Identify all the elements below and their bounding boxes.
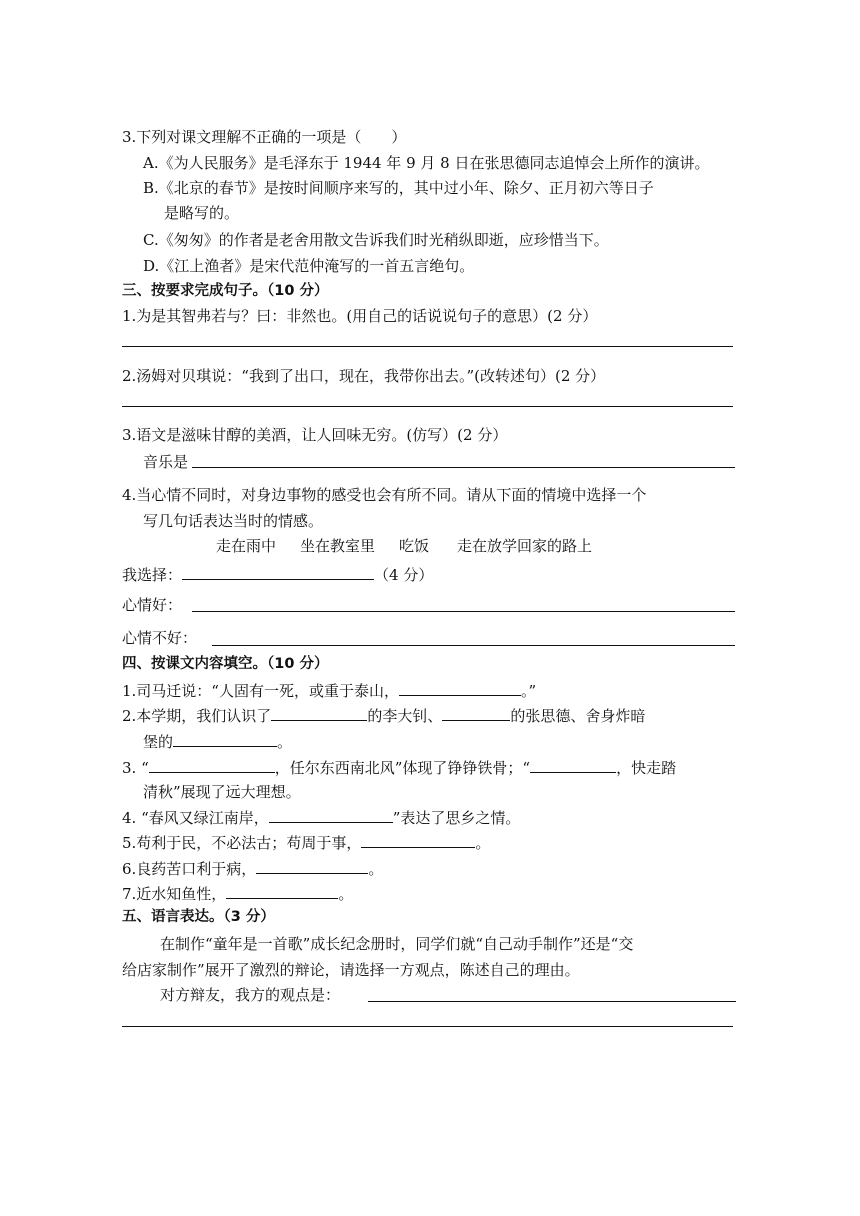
fill-2-blank-c[interactable]	[173, 730, 277, 747]
bad-mood-label: 心情不好：	[122, 629, 198, 647]
scenario-option: 坐在教室里	[300, 537, 376, 555]
fill-3-blank-a[interactable]	[149, 756, 275, 773]
scenario-options	[216, 536, 592, 556]
section-3-heading: 三、按要求完成句子。（10 分）	[122, 283, 329, 299]
fill-3-cont: 清秋”展现了远大理想。	[143, 783, 301, 801]
s3-item-2: 2.汤姆对贝琪说：“我到了出口，现在，我带你出去。”(改转述句）(2 分）	[122, 367, 606, 385]
choose-row	[122, 563, 433, 585]
scenario-option: 吃饭	[399, 537, 430, 555]
fill-2-cont: 堡的 。	[143, 730, 292, 752]
fill-1: 1.司马迁说：“人固有一死，或重于泰山， 。”	[122, 679, 536, 701]
reason-answer-line[interactable]	[122, 1026, 733, 1027]
fill-2-blank-b[interactable]	[442, 704, 510, 721]
fill-3-blank-b[interactable]	[530, 756, 616, 773]
viewpoint-answer-line[interactable]	[368, 1001, 736, 1002]
fill-4-blank[interactable]	[269, 806, 393, 823]
q3-option-b-cont: 是略写的。	[164, 204, 240, 222]
q3-option-d: D.《江上渔者》是宋代范仲淹写的一首五言绝句。	[143, 257, 475, 275]
section-5-heading: 五、语言表达。（3 分）	[122, 909, 275, 925]
s5-paragraph-1: 在制作“童年是一首歌”成长纪念册时，同学们就“自己动手制作”还是“交	[160, 935, 634, 953]
s3-item-4-cont: 写几句话表达当时的情感。	[143, 512, 324, 530]
scenario-option: 走在放学回家的路上	[457, 537, 593, 555]
section-4-heading: 四、按课文内容填空。（10 分）	[122, 656, 329, 672]
q3-option-a: A.《为人民服务》是毛泽东于 1944 年 9 月 8 日在张思德同志追悼会上所作的演讲。	[143, 154, 710, 172]
bad-mood-answer-line[interactable]	[212, 645, 735, 646]
q3-option-b: B.《北京的春节》是按时间顺序来写的，其中过小年、除夕、正月初六等日子	[143, 179, 654, 197]
s3-item-1: 1.为是其智弗若与？曰：非然也。(用自己的话说说句子的意思）(2 分）	[122, 307, 598, 325]
s3-item-3-prefix: 音乐是	[143, 453, 189, 471]
choose-label: 我选择：	[122, 566, 183, 584]
scenario-option: 走在雨中	[216, 537, 277, 555]
fill-2-blank-a[interactable]	[271, 704, 367, 721]
s5-viewpoint-label: 对方辩友，我方的观点是：	[160, 986, 341, 1004]
fill-4: 4. “春风又绿江南岸， ”表达了思乡之情。	[122, 806, 520, 828]
s3-item-3: 3.语文是滋味甘醇的美酒，让人回味无穷。(仿写）(2 分）	[122, 426, 508, 444]
s3-item-2-answer-line[interactable]	[122, 406, 733, 407]
fill-3: 3. “ ，任尔东西南北风”体现了铮铮铁骨；“ ，快走踏	[122, 756, 676, 778]
q3-option-c: C.《匆匆》的作者是老舍用散文告诉我们时光稍纵即逝，应珍惜当下。	[143, 231, 609, 249]
fill-5: 5.苟利于民，不必法古；苟周于事， 。	[122, 831, 490, 853]
fill-1-blank[interactable]	[399, 679, 521, 696]
fill-6-blank[interactable]	[256, 857, 368, 874]
s3-item-3-answer-line[interactable]	[192, 467, 735, 468]
s5-paragraph-2: 给店家制作”展开了激烈的辩论，请选择一方观点，陈述自己的理由。	[122, 961, 580, 979]
fill-2: 2.本学期，我们认识了 的李大钊、 的张思德、舍身炸暗	[122, 704, 645, 726]
choose-score: （4 分）	[374, 566, 434, 584]
s3-item-4: 4.当心情不同时，对身边事物的感受也会有所不同。请从下面的情境中选择一个	[122, 486, 647, 504]
q3-stem: 3.下列对课文理解不正确的一项是（ ）	[122, 128, 407, 146]
good-mood-answer-line[interactable]	[192, 611, 735, 612]
fill-6: 6.良药苦口利于病， 。	[122, 857, 383, 879]
s3-item-1-answer-line[interactable]	[122, 346, 733, 347]
fill-7-blank[interactable]	[226, 882, 338, 899]
choose-blank[interactable]	[182, 563, 374, 580]
good-mood-label: 心情好：	[122, 596, 183, 614]
fill-7: 7.近水知鱼性， 。	[122, 882, 353, 904]
fill-5-blank[interactable]	[361, 831, 475, 848]
